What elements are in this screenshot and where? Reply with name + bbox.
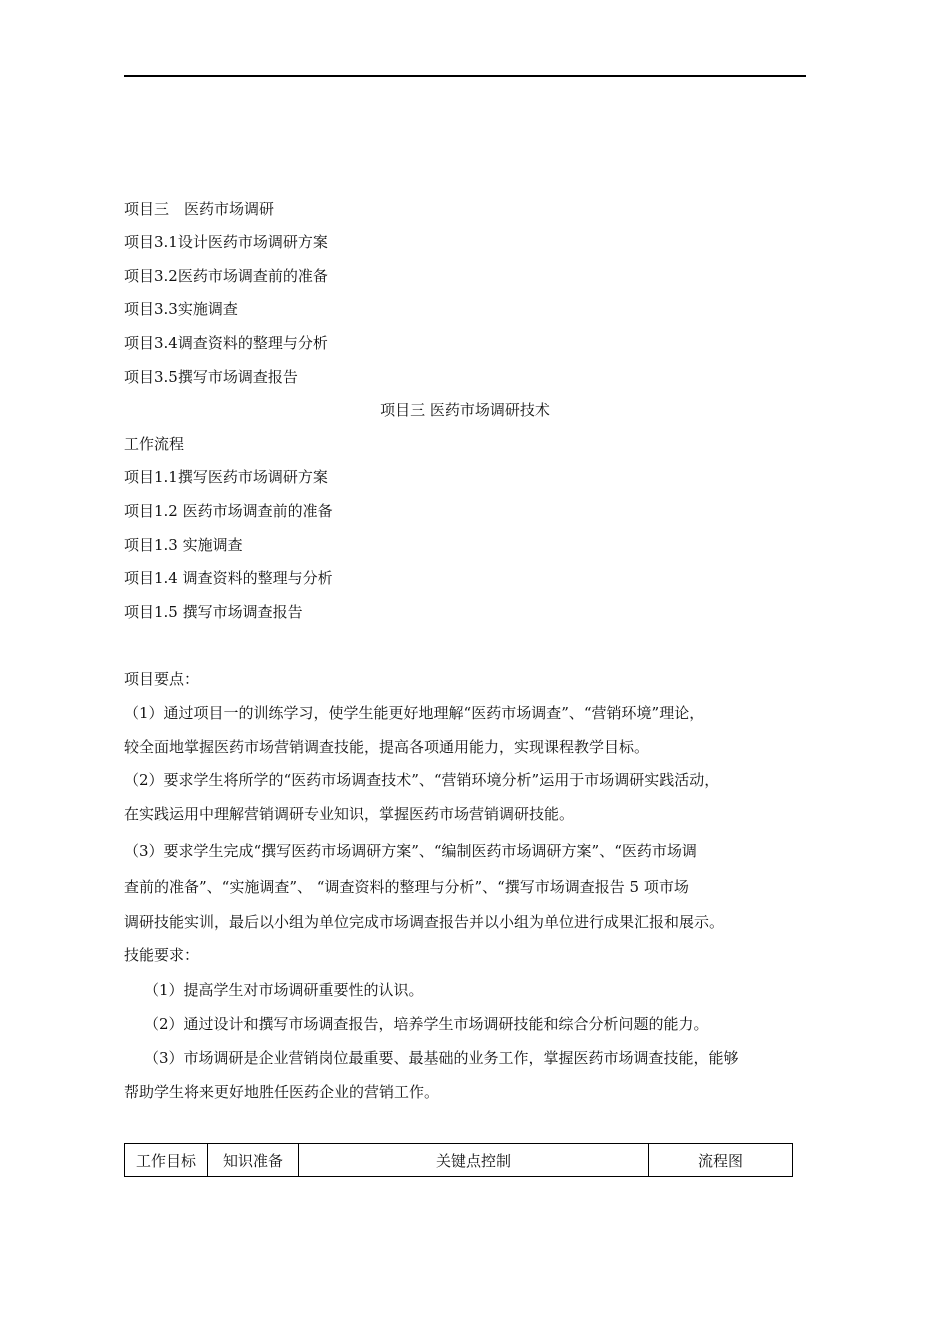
outline-item: 项目3.2医药市场调查前的准备: [124, 267, 328, 285]
section-heading: 项目三 医药市场调研技术: [380, 401, 550, 419]
workflow-title: 工作流程: [124, 435, 185, 453]
key-points-title: 项目要点：: [124, 670, 200, 688]
outline-item: 项目3.1设计医药市场调研方案: [124, 233, 328, 251]
key-points-line: （3）要求学生完成“撰写医药市场调研方案”、“编制医药市场调研方案”、“医药市场调: [124, 842, 697, 860]
skills-line: （1）提高学生对市场调研重要性的认识。: [144, 981, 424, 999]
key-points-line: （2）要求学生将所学的“医药市场调查技术”、“营销环境分析”运用于市场调研实践活动，: [124, 771, 720, 789]
table-header-cell: 关键点控制: [299, 1144, 649, 1177]
key-points-line: 较全面地掌握医药市场营销调查技能，提高各项通用能力，实现课程教学目标。: [124, 738, 650, 756]
skills-title: 技能要求：: [124, 946, 200, 964]
header-rule: [124, 75, 806, 77]
table-header-cell: 知识准备: [208, 1144, 299, 1177]
key-points-line: （1）通过项目一的训练学习，使学生能更好地理解“医药市场调查”、“营销环境”理论，: [124, 704, 705, 722]
plan-table: [124, 1143, 793, 1177]
key-points-line: 在实践运用中理解营销调研专业知识，掌握医药市场营销调研技能。: [124, 805, 575, 823]
workflow-item: 项目1.5 撰写市场调查报告: [124, 603, 303, 621]
outline-item: 项目3.3实施调查: [124, 300, 238, 318]
skills-line: 帮助学生将来更好地胜任医药企业的营销工作。: [124, 1083, 440, 1101]
table-header-cell: 流程图: [649, 1144, 793, 1177]
outline-item: 项目3.4调查资料的整理与分析: [124, 334, 328, 352]
table-header-row: [125, 1144, 793, 1177]
table-header-cell: 工作目标: [125, 1144, 208, 1177]
workflow-item: 项目1.1撰写医药市场调研方案: [124, 468, 328, 486]
outline-title: 项目三 医药市场调研: [124, 200, 275, 218]
key-points-line: 查前的准备”、“实施调查”、 “调查资料的整理与分析”、“撰写市场调查报告 5 项市场: [124, 878, 689, 896]
workflow-item: 项目1.2 医药市场调查前的准备: [124, 502, 333, 520]
workflow-item: 项目1.3 实施调查: [124, 536, 243, 554]
outline-item: 项目3.5撰写市场调查报告: [124, 368, 298, 386]
workflow-item: 项目1.4 调查资料的整理与分析: [124, 569, 333, 587]
key-points-line: 调研技能实训，最后以小组为单位完成市场调查报告并以小组为单位进行成果汇报和展示。: [124, 913, 725, 931]
skills-line: （3）市场调研是企业营销岗位最重要、最基础的业务工作，掌握医药市场调查技能，能够: [144, 1049, 739, 1067]
skills-line: （2）通过设计和撰写市场调查报告，培养学生市场调研技能和综合分析问题的能力。: [144, 1015, 709, 1033]
